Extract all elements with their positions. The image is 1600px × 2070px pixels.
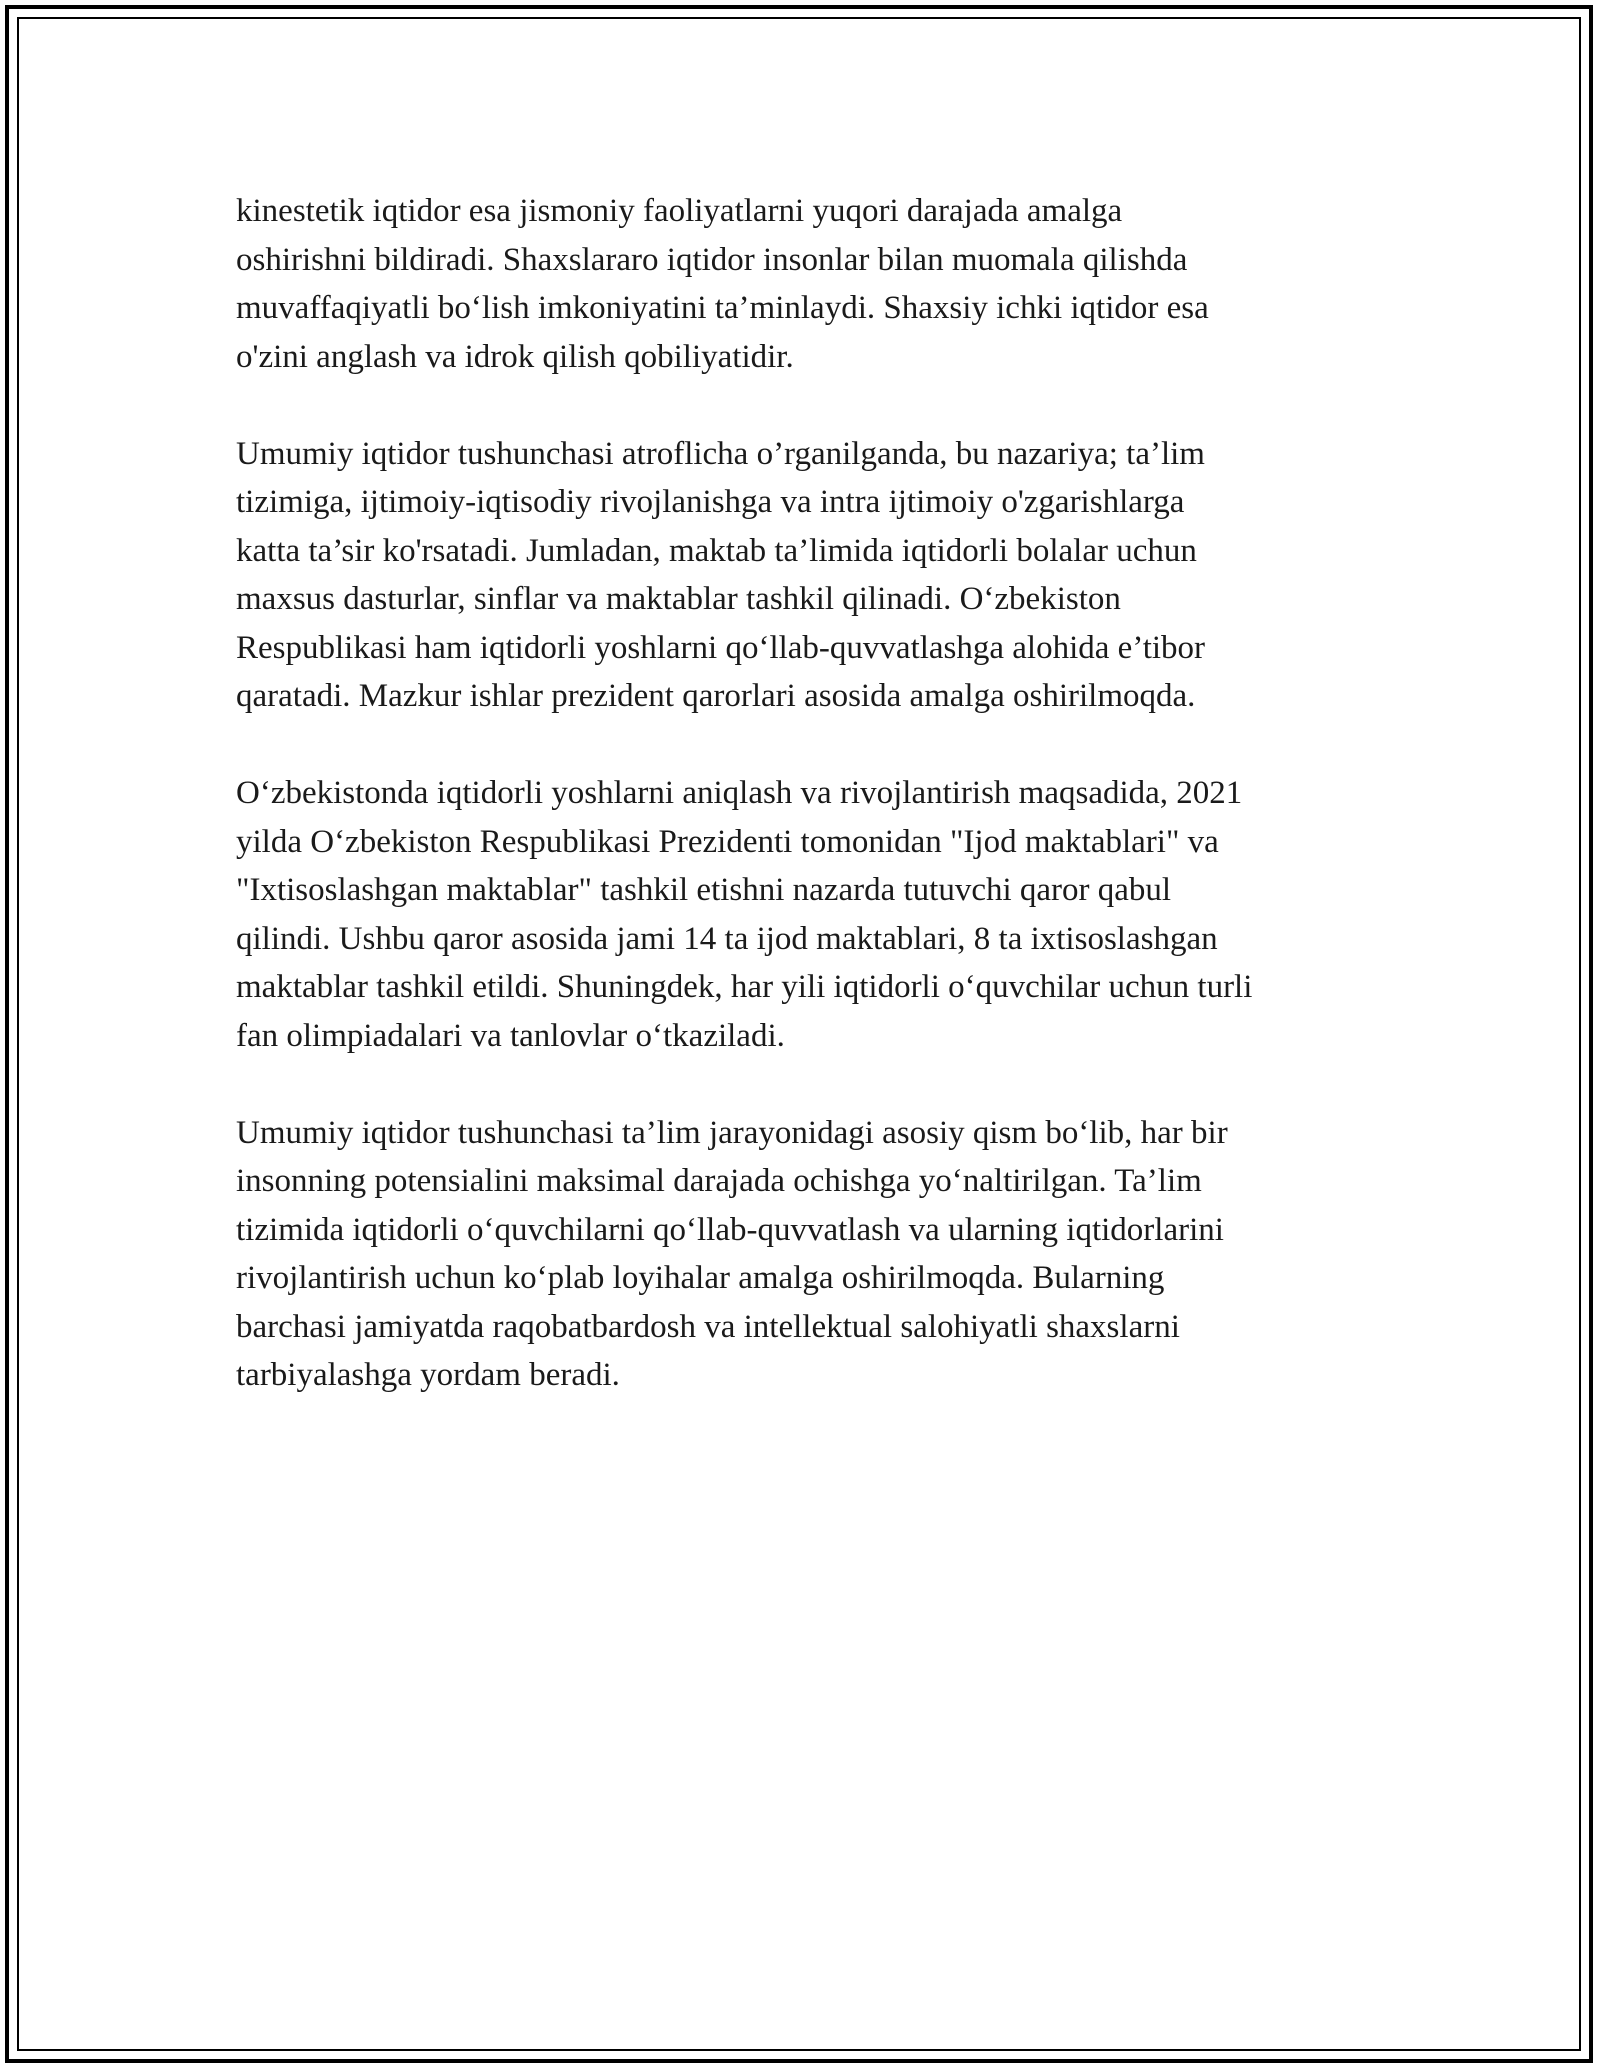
text-line: tarbiyalashga yordam beradi.	[236, 1357, 620, 1393]
text-line: rivojlantirish uchun ko‘plab loyihalar amalga oshirilmoqda. Bularning	[236, 1260, 1165, 1296]
text-line: yilda O‘zbekiston Respublikasi Prezidenti tomonidan "Ijod maktablari" va	[236, 823, 1219, 860]
text-line: O‘zbekistonda iqtidorli yoshlarni aniqlash va rivojlantirish maqsadida, 2021	[236, 775, 1243, 811]
text-line: insonning potensialini maksimal darajada ochishga yo‘naltirilgan. Ta’lim	[236, 1163, 1202, 1199]
text-line: o'zini anglash va idrok qilish qobiliyatidir.	[236, 338, 794, 375]
paragraph-4	[236, 1109, 1416, 1400]
text-line: maxsus dasturlar, sinflar va maktablar tashkil qilinadi. O‘zbekiston	[236, 581, 1121, 617]
text-line: oshirishni bildiradi. Shaxslararo iqtidor insonlar bilan muomala qilishda	[236, 241, 1188, 278]
text-line: Umumiy iqtidor tushunchasi atroflicha o’rganilganda, bu nazariya; ta’lim	[236, 435, 1205, 472]
text-line: maktablar tashkil etildi. Shuningdek, har yili iqtidorli o‘quvchilar uchun turli	[236, 969, 1253, 1005]
text-line: Umumiy iqtidor tushunchasi ta’lim jarayonidagi asosiy qism bo‘lib, har bir	[236, 1114, 1228, 1151]
text-line: muvaffaqiyatli bo‘lish imkoniyatini ta’minlaydi. Shaxsiy ichki iqtidor esa	[236, 290, 1209, 326]
text-line: qaratadi. Mazkur ishlar prezident qarorlari asosida amalga oshirilmoqda.	[236, 678, 1196, 714]
document-body	[236, 187, 1416, 1448]
text-line: qilindi. Ushbu qaror asosida jami 14 ta ijod maktablari, 8 ta ixtisoslashgan	[236, 920, 1218, 957]
text-line: "Ixtisoslashgan maktablar" tashkil etishni nazarda tutuvchi qaror qabul	[236, 872, 1172, 908]
text-line: kinestetik iqtidor esa jismoniy faoliyatlarni yuqori darajada amalga	[236, 193, 1123, 229]
paragraph-3	[236, 769, 1416, 1060]
text-line: tizimiga, ijtimoiy-iqtisodiy rivojlanishga va intra ijtimoiy o'zgarishlarga	[236, 484, 1185, 520]
text-line: tizimida iqtidorli o‘quvchilarni qo‘llab-quvvatlash va ularning iqtidorlarini	[236, 1211, 1224, 1248]
text-line: fan olimpiadalari va tanlovlar o‘tkaziladi.	[236, 1017, 785, 1054]
paragraph-2	[236, 430, 1416, 721]
text-line: Respublikasi ham iqtidorli yoshlarni qo‘llab-quvvatlashga alohida e’tibor	[236, 629, 1206, 666]
paragraph-1	[236, 187, 1416, 381]
text-line: barchasi jamiyatda raqobatbardosh va intellektual salohiyatli shaxslarni	[236, 1308, 1180, 1345]
text-line: katta ta’sir ko'rsatadi. Jumladan, maktab ta’limida iqtidorli bolalar uchun	[236, 532, 1197, 569]
